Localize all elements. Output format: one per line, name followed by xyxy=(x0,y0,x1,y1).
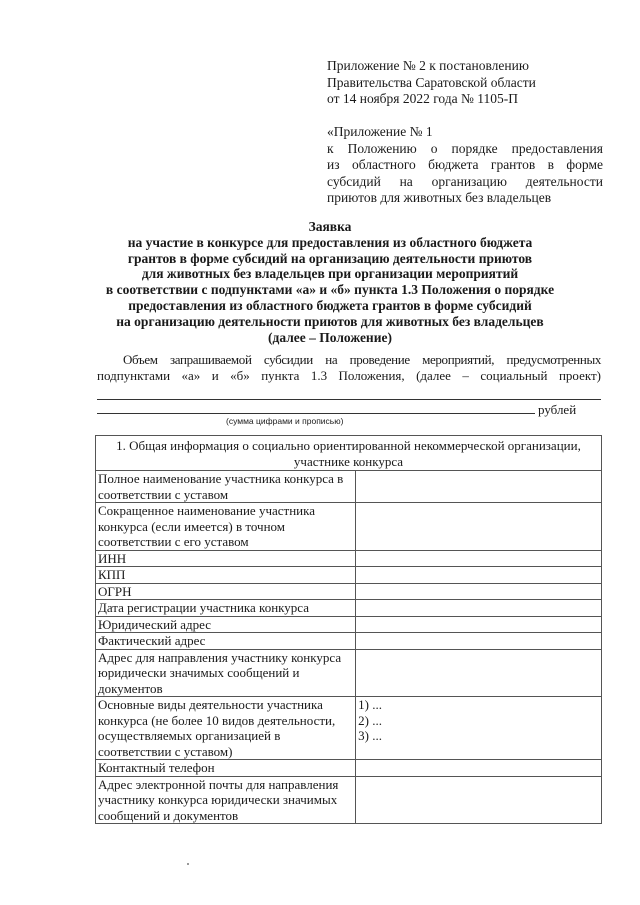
row-label: Контактный телефон xyxy=(96,760,356,777)
title-line-1: Заявка xyxy=(308,219,352,234)
subsidy-paragraph xyxy=(97,352,601,383)
row-label: Адрес электронной почты для направления участнику конкурса юридически значимых сообщений и документов xyxy=(96,776,356,824)
row-label: Основные виды деятельности участника конкурса (не более 10 видов деятельности, осуществляемых организацией в соответствии с уставом) xyxy=(96,697,356,760)
amount-hint: (сумма цифрами и прописью) xyxy=(226,416,344,426)
title-line-8: (далее – Положение) xyxy=(268,329,392,345)
activity-item-3: 3) ... xyxy=(358,728,382,743)
subsidy-line-1: Объем запрашиваемой субсидии на проведение мероприятий, предусмотренных xyxy=(123,352,601,367)
row-label: Полное наименование участника конкурса в соответствии с уставом xyxy=(96,471,356,503)
table-row xyxy=(96,776,602,824)
appendix-inner-line-4: субсидий на организацию деятельности xyxy=(327,173,603,189)
title-line-2: на участие в конкурсе для предоставления из областного бюджета xyxy=(127,234,533,250)
row-value-field[interactable] xyxy=(356,583,602,600)
table-row xyxy=(96,760,602,777)
row-value-field[interactable] xyxy=(356,760,602,777)
row-value-field[interactable] xyxy=(356,633,602,650)
table-row xyxy=(96,600,602,617)
row-label: Адрес для направления участнику конкурса юридически значимых сообщений и документов xyxy=(96,649,356,697)
general-info-table xyxy=(95,435,602,824)
table-row xyxy=(96,583,602,600)
subsidy-amount-line-2 xyxy=(97,413,535,414)
section-title: 1. Общая информация о социально ориентированной некоммерческой организации, участнике конкурса xyxy=(96,436,602,471)
title-line-3: грантов в форме субсидий на организацию деятельности приютов xyxy=(127,250,533,266)
row-value-field[interactable] xyxy=(356,503,602,551)
appendix-header xyxy=(327,58,607,108)
appendix-inner-line-1: «Приложение № 1 xyxy=(327,124,433,139)
title-line-7: на организацию деятельности приютов для животных без владельцев xyxy=(116,313,544,329)
row-label: Юридический адрес xyxy=(96,616,356,633)
activity-list-field[interactable] xyxy=(356,697,602,760)
subsidy-amount-line-1 xyxy=(97,399,601,400)
row-label: Сокращенное наименование участника конкурса (если имеется) в точном соответствии с его уставом xyxy=(96,503,356,551)
row-value-field[interactable] xyxy=(356,616,602,633)
table-row xyxy=(96,616,602,633)
row-value-field[interactable] xyxy=(356,649,602,697)
scan-speck xyxy=(187,863,189,865)
appendix-line-2: Правительства Саратовской области xyxy=(327,74,536,90)
table-row xyxy=(96,503,602,551)
activity-item-1: 1) ... xyxy=(358,697,382,712)
row-value-field[interactable] xyxy=(356,567,602,584)
table-row xyxy=(96,697,602,760)
appendix-inner-header xyxy=(327,124,603,207)
table-row xyxy=(96,567,602,584)
table-header-row xyxy=(96,436,602,471)
title-line-6: предоставления из областного бюджета грантов в форме субсидий xyxy=(128,297,532,313)
title-line-5: в соответствии с подпунктами «а» и «б» пункта 1.3 Положения о порядке xyxy=(105,282,555,298)
table-row xyxy=(96,633,602,650)
row-value-field[interactable] xyxy=(356,776,602,824)
document-title xyxy=(90,219,570,345)
table-row xyxy=(96,649,602,697)
appendix-line-1: Приложение № 2 к постановлению xyxy=(327,58,529,73)
row-label: КПП xyxy=(96,567,356,584)
table-row xyxy=(96,550,602,567)
row-label: ОГРН xyxy=(96,583,356,600)
row-label: Фактический адрес xyxy=(96,633,356,650)
activity-item-2: 2) ... xyxy=(358,712,382,728)
row-value-field[interactable] xyxy=(356,550,602,567)
appendix-inner-line-3: из областного бюджета грантов в форме xyxy=(327,157,603,172)
row-value-field[interactable] xyxy=(356,471,602,503)
currency-label: рублей xyxy=(538,402,577,417)
appendix-inner-line-5: приютов для животных без владельцев xyxy=(327,190,552,205)
table-row xyxy=(96,471,602,503)
row-value-field[interactable] xyxy=(356,600,602,617)
row-label: ИНН xyxy=(96,550,356,567)
row-label: Дата регистрации участника конкурса xyxy=(96,600,356,617)
appendix-inner-line-2: к Положению о порядке предоставления xyxy=(327,140,603,156)
title-line-4: для животных без владельцев при организации мероприятий xyxy=(141,266,519,282)
appendix-line-3: от 14 ноября 2022 года № 1105-П xyxy=(327,91,519,106)
subsidy-line-2: подпунктами «а» и «б» пункта 1.3 Положения, (далее – социальный проект) xyxy=(97,367,601,383)
